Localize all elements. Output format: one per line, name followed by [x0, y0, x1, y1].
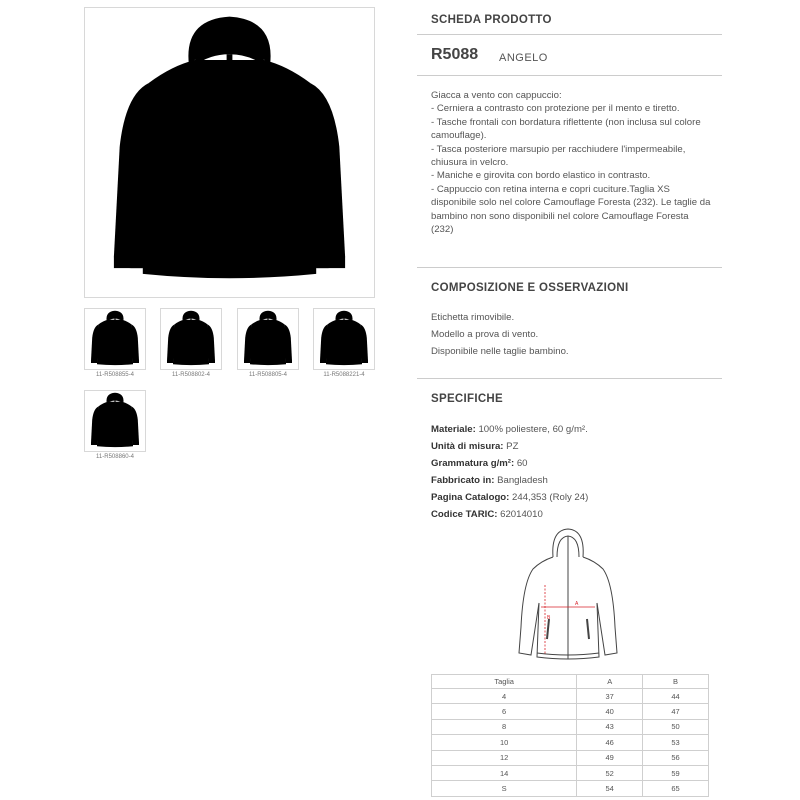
divider — [417, 75, 722, 76]
description-line: Giacca a vento con cappuccio: — [431, 90, 562, 101]
size-table — [431, 674, 709, 797]
table-row — [432, 704, 709, 719]
table-cell: 40 — [577, 704, 643, 719]
spec-label: Codice TARIC: — [431, 509, 498, 520]
variant-code: 11-R508855-4 — [96, 372, 134, 378]
jacket-outline-icon — [513, 527, 623, 665]
jacket-illustration — [85, 8, 374, 297]
spec-value: Bangladesh — [497, 475, 548, 486]
spec-value: 100% poliestere, 60 g/m². — [478, 424, 588, 435]
table-header-row — [432, 675, 709, 689]
spec-label: Pagina Catalogo: — [431, 492, 510, 503]
table-cell: 54 — [577, 781, 643, 796]
table-cell: 4 — [432, 689, 577, 704]
table-cell: 56 — [643, 750, 709, 765]
table-cell: 49 — [577, 750, 643, 765]
table-cell: 52 — [577, 765, 643, 780]
table-cell: 59 — [643, 765, 709, 780]
variant-code: 11-R5088221-4 — [323, 372, 365, 378]
spec-row-made-in — [431, 475, 548, 486]
jacket-thumbnail-icon — [161, 309, 221, 369]
table-row — [432, 689, 709, 704]
table-cell: 12 — [432, 750, 577, 765]
table-row — [432, 781, 709, 796]
spec-row-unit — [431, 441, 518, 452]
composition-line: Etichetta rimovibile. — [431, 312, 515, 323]
spec-row-taric — [431, 509, 543, 520]
column-header: Taglia — [432, 675, 577, 689]
jacket-thumbnail-icon — [85, 309, 145, 369]
spec-label: Fabbricato in: — [431, 475, 495, 486]
divider — [417, 34, 722, 35]
table-row — [432, 735, 709, 750]
table-cell: 43 — [577, 719, 643, 734]
color-variant-thumbnail[interactable] — [84, 308, 146, 370]
section-title-specs: SPECIFICHE — [431, 393, 504, 405]
description-line: - Maniche e girovita con bordo elastico in contrasto. — [431, 170, 651, 182]
variant-code: 11-R508802-4 — [172, 372, 210, 378]
product-code: R5088 — [431, 46, 479, 63]
description-line: - Tasca posteriore marsupio per racchiudere l'impermeabile, chiusura in velcro. — [431, 143, 686, 169]
table-cell: 50 — [643, 719, 709, 734]
table-cell: 47 — [643, 704, 709, 719]
main-product-image — [84, 7, 375, 298]
spec-value: 244,353 (Roly 24) — [512, 492, 589, 503]
spec-row-weight — [431, 458, 528, 469]
spec-label: Unità di misura: — [431, 441, 504, 452]
table-row — [432, 719, 709, 734]
composition-line: Disponibile nelle taglie bambino. — [431, 346, 569, 357]
color-variant-thumbnail[interactable] — [237, 308, 299, 370]
table-cell: 53 — [643, 735, 709, 750]
spec-row-material — [431, 424, 588, 435]
color-variant-thumbnail[interactable] — [160, 308, 222, 370]
divider — [417, 267, 722, 268]
table-cell: 14 — [432, 765, 577, 780]
spec-label: Grammatura g/m²: — [431, 458, 515, 469]
table-row — [432, 750, 709, 765]
description-line: - Cerniera a contrasto con protezione per il mento e tiretto. — [431, 103, 680, 115]
color-variant-thumbnail[interactable] — [84, 390, 146, 452]
table-cell: 37 — [577, 689, 643, 704]
spec-value: 62014010 — [500, 509, 543, 520]
spec-row-catalog-page — [431, 492, 588, 503]
section-title-product: SCHEDA PRODOTTO — [431, 14, 552, 26]
table-cell: 10 — [432, 735, 577, 750]
column-header: A — [577, 675, 643, 689]
size-diagram — [513, 527, 623, 670]
measure-label-a: A — [575, 601, 579, 607]
jacket-thumbnail-icon — [314, 309, 374, 369]
spec-label: Materiale: — [431, 424, 476, 435]
product-description — [431, 89, 713, 236]
composition-line: Modello a prova di vento. — [431, 329, 539, 340]
divider — [417, 378, 722, 379]
jacket-thumbnail-icon — [238, 309, 298, 369]
column-header: B — [643, 675, 709, 689]
spec-value: 60 — [516, 458, 528, 469]
table-cell: 65 — [643, 781, 709, 796]
variant-code: 11-R508860-4 — [96, 454, 134, 460]
table-cell: 8 — [432, 719, 577, 734]
table-cell: 44 — [643, 689, 709, 704]
description-line: - Tasche frontali con bordatura riflettente (non inclusa sul colore camouflage). — [431, 116, 701, 142]
color-variant-thumbnail[interactable] — [313, 308, 375, 370]
jacket-thumbnail-icon — [85, 391, 145, 451]
table-row — [432, 765, 709, 780]
table-cell: 6 — [432, 704, 577, 719]
description-line: - Cappuccio con retina interna e copri cuciture.Taglia XS disponibile solo nel colore Camouflage Foresta (232). Le taglie da bambino non sono disponibili nel colore Camouflage Foresta (232) — [431, 183, 711, 236]
table-cell: S — [432, 781, 577, 796]
product-name: ANGELO — [499, 52, 548, 64]
spec-value: PZ — [506, 441, 519, 452]
measure-label-b: B — [547, 615, 551, 621]
section-title-composition: COMPOSIZIONE E OSSERVAZIONI — [431, 282, 629, 294]
table-cell: 46 — [577, 735, 643, 750]
variant-code: 11-R508805-4 — [249, 372, 287, 378]
